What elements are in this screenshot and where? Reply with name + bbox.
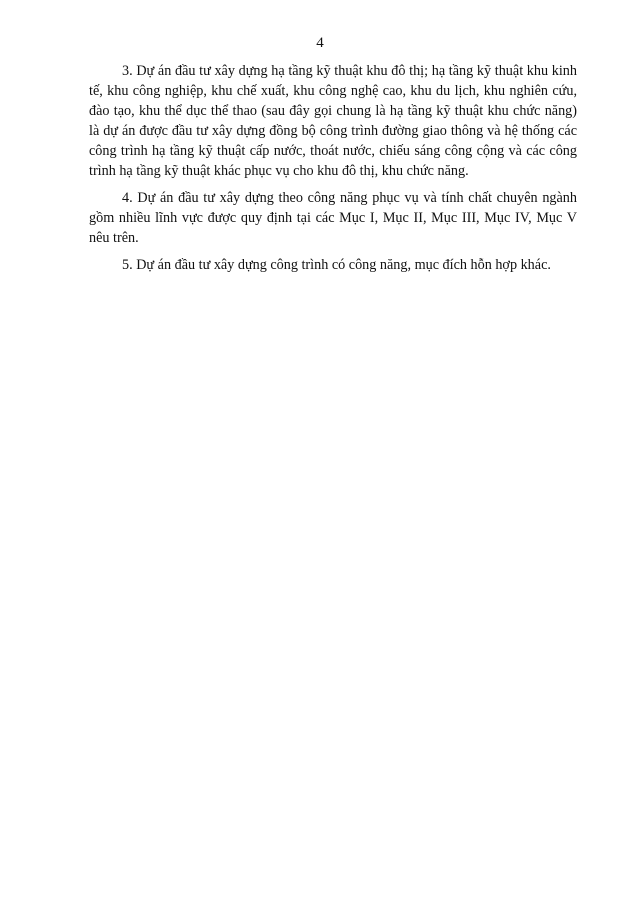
page-number: 4 — [316, 35, 324, 51]
paragraph-item-3: 3. Dự án đầu tư xây dựng hạ tầng kỹ thuật khu đô thị; hạ tầng kỹ thuật khu kinh tế, khu công nghiệp, khu chế xuất, khu công nghệ cao, khu du lịch, khu nghiên cứu, đào tạo, khu thể dục thể thao (sau đây gọi chung là hạ tầng kỹ thuật khu chức năng) là dự án được đầu tư xây dựng đồng bộ công trình đường giao thông và hệ thống các công trình hạ tầng kỹ thuật cấp nước, thoát nước, chiếu sáng công cộng và các công trình hạ tầng kỹ thuật khác phục vụ cho khu đô thị, khu chức năng. — [89, 63, 577, 179]
document-body — [89, 61, 577, 282]
paragraph-item-4: 4. Dự án đầu tư xây dựng theo công năng phục vụ và tính chất chuyên ngành gồm nhiều lĩnh vực được quy định tại các Mục I, Mục II, Mục III, Mục IV, Mục V nêu trên. — [89, 190, 577, 246]
paragraph-item-5: 5. Dự án đầu tư xây dựng công trình có công năng, mục đích hỗn hợp khác. — [122, 257, 551, 273]
